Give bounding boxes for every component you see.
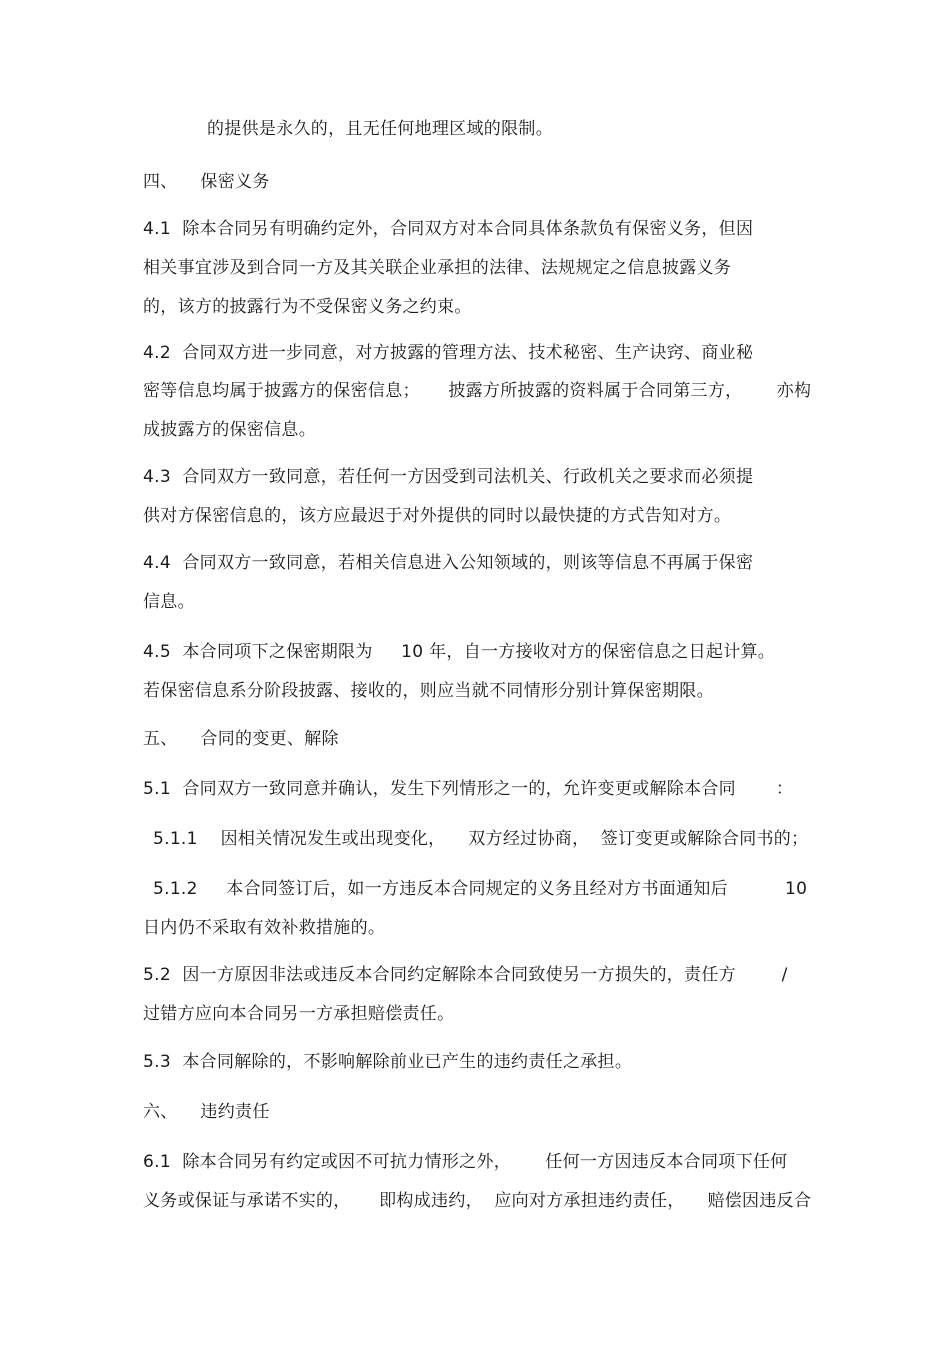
text-line: 供对方保密信息的，该方应最迟于对外提供的同时以最快捷的方式告知对方。	[143, 506, 732, 526]
text-line: 密等信息均属于披露方的保密信息； 披露方所披露的资料属于合同第三方， 亦构	[143, 381, 812, 401]
text-line: 5.1.2 本合同签订后，如一方违反本合同规定的义务且经对方书面通知后 10	[153, 879, 808, 899]
text-line: 4.1 除本合同另有明确约定外，合同双方对本合同具体条款负有保密义务，但因	[143, 219, 754, 239]
text-line: 若保密信息系分阶段披露、接收的，则应当就不同情形分别计算保密期限。	[143, 681, 714, 701]
text-line: 的提供是永久的，且无任何地理区域的限制。	[207, 119, 553, 139]
text-line: 4.4 合同双方一致同意，若相关信息进入公知领域的，则该等信息不再属于保密	[143, 553, 754, 573]
text-line: 4.2 合同双方进一步同意，对方披露的管理方法、技术秘密、生产诀窍、商业秘	[143, 343, 754, 363]
text-line: 4.3 合同双方一致同意，若任何一方因受到司法机关、行政机关之要求而必须提	[143, 467, 754, 487]
text-line: 5.3 本合同解除的，不影响解除前业已产生的违约责任之承担。	[143, 1052, 633, 1072]
section-heading: 四、 保密义务	[143, 172, 270, 192]
text-line: 4.5 本合同项下之保密期限为 10 年，自一方接收对方的保密信息之日起计算。	[143, 642, 776, 662]
section-heading: 五、 合同的变更、解除	[143, 729, 339, 749]
text-line: 的，该方的披露行为不受保密义务之约束。	[143, 297, 472, 317]
text-line: 5.1.1 因相关情况发生或出现变化， 双方经过协商， 签订变更或解除合同书的；	[153, 829, 809, 849]
text-line: 过错方应向本合同另一方承担赔偿责任。	[143, 1004, 455, 1024]
text-line: 信息。	[143, 592, 195, 612]
text-line: 日内仍不采取有效补救措施的。	[143, 918, 386, 938]
text-line: 5.2 因一方原因非法或违反本合同约定解除本合同致使另一方损失的，责任方 /	[143, 965, 788, 985]
text-line: 义务或保证与承诺不实的， 即构成违约， 应向对方承担违约责任， 赔偿因违反合	[143, 1191, 812, 1211]
text-line: 成披露方的保密信息。	[143, 420, 316, 440]
text-line: 5.1 合同双方一致同意并确认，发生下列情形之一的，允许变更或解除本合同 ：	[143, 779, 794, 799]
text-line: 相关事宜涉及到合同一方及其关联企业承担的法律、法规规定之信息披露义务	[143, 258, 732, 278]
section-heading: 六、 违约责任	[143, 1102, 270, 1122]
text-line: 6.1 除本合同另有约定或因不可抗力情形之外， 任何一方因违反本合同项下任何	[143, 1152, 788, 1172]
